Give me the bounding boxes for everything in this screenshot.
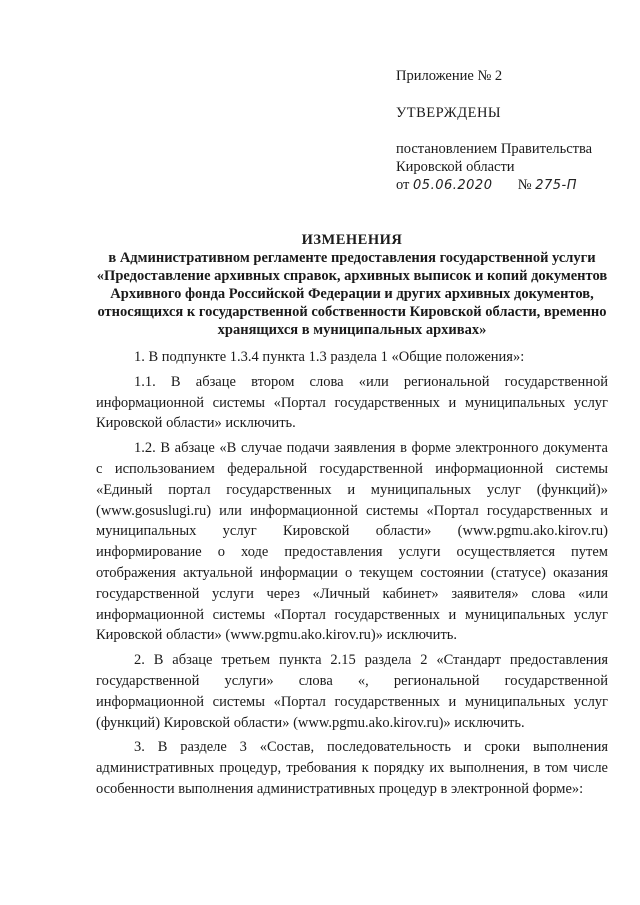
document-title-block (96, 231, 608, 339)
handwritten-number: 275-П (535, 178, 577, 193)
number-prefix: № (517, 177, 532, 193)
paragraph-1: 1. В подпункте 1.3.4 пункта 1.3 раздела 1 «Общие положения»: (134, 349, 525, 365)
document-title: ИЗМЕНЕНИЯ (301, 232, 403, 248)
paragraph-3: 3. В разделе 3 «Состав, последовательность и сроки выполнения административных процедур, требования к порядку их выполнения, в том числе особенности выполнения административных процедур в электронной форме»: (96, 739, 608, 797)
paragraph-1-2: 1.2. В абзаце «В случае подачи заявления в форме электронного документа с использованием федеральной государственной информационной системы «Единый портал государственных и муниципальных услуг (функций)» (www.gosuslugi.ru) или информационной системы «Портал государственных и муниципальных услуг Кировской области» (www.pgmu.ako.kirov.ru) информирование о ходе предоставления услуги осуществляется путем отображения актуальной информации о текущем состоянии (статусе) оказания государственной услуги через «Личный кабинет» заявителя» слова «или информационной системы «Портал государственных и муниципальных услуг Кировской области» (www.pgmu.ako.kirov.ru)» исключить. (96, 440, 608, 644)
appendix-label: Приложение № 2 (396, 68, 503, 84)
document-body (96, 347, 608, 804)
decree-date-line (396, 176, 626, 195)
paragraph-1-1: 1.1. В абзаце втором слова «или региональной государственной информационной системы «Портал государственных и муниципальных услуг Кировской области» исключить. (96, 373, 608, 432)
date-prefix: от (396, 177, 410, 193)
handwritten-date: 05.06.2020 (413, 178, 493, 193)
paragraph-2: 2. В абзаце третьем пункта 2.15 раздела 2 «Стандарт предоставления государственной услуги» слова «, региональной государственной информационной системы «Портал государственных и муниципальных услуг (функций) Кировской области» (www.pgmu.ako.kirov.ru)» исключить. (96, 652, 608, 731)
decree-block (396, 140, 626, 195)
approved-label: УТВЕРЖДЕНЫ (396, 105, 502, 121)
decree-line-1: постановлением Правительства (396, 141, 593, 157)
document-subtitle: в Административном регламенте предоставления государственной услуги «Предоставление архивных справок, архивных выписок и копий документов Архивного фонда Российской Федерации и других архивных документов, относящихся к государственной собственности Кировской области, временно хранящихся в муниципальных архивах» (96, 250, 608, 338)
decree-line-2: Кировской области (396, 159, 515, 175)
